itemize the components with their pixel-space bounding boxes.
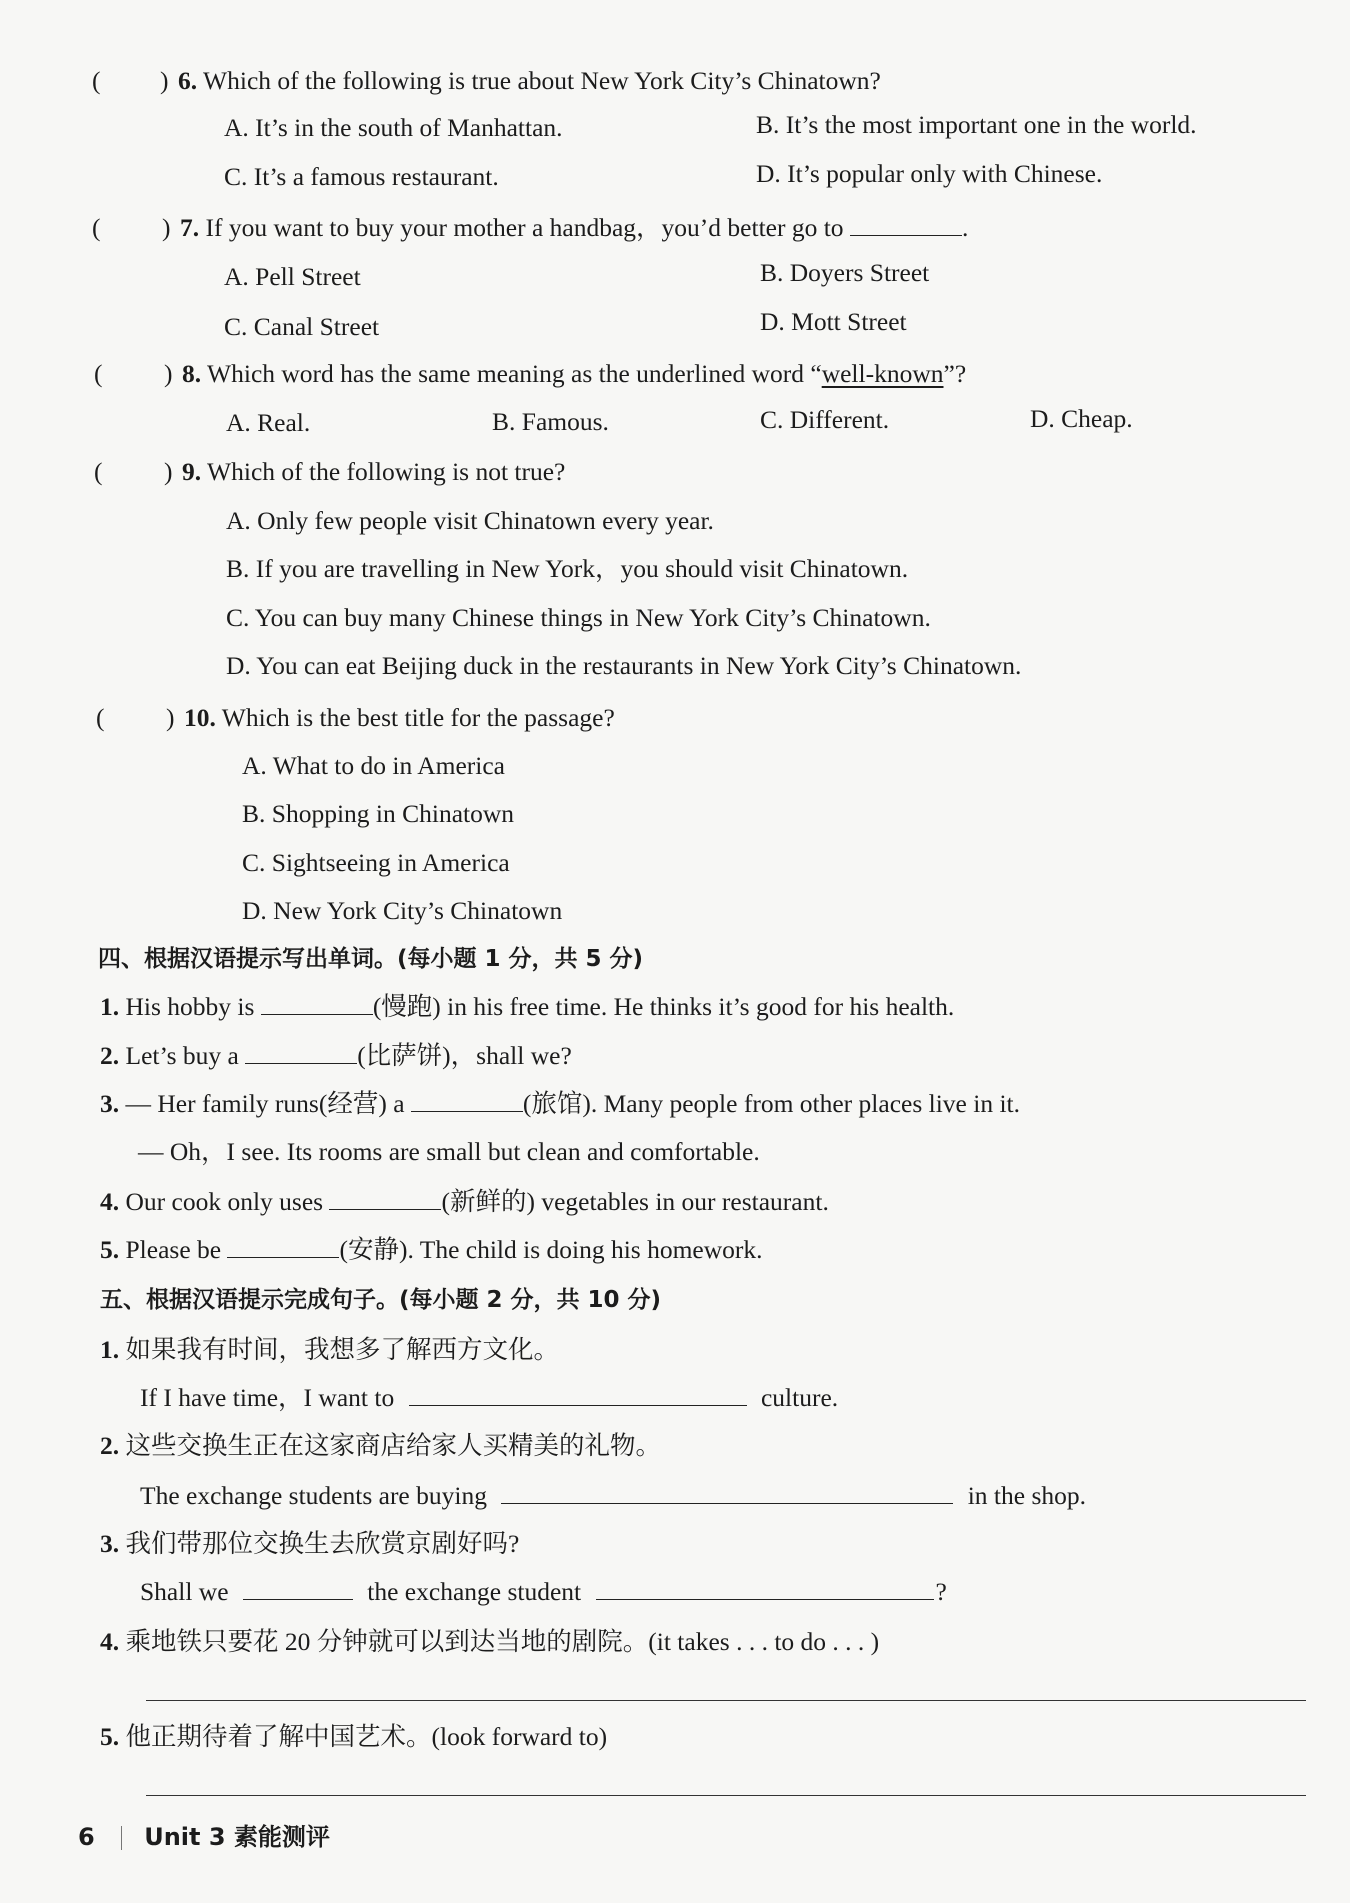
question-text: Which is the best title for the passage? xyxy=(221,703,615,732)
item-text-post: (旅馆). Many people from other places live in it. xyxy=(522,1089,1021,1118)
answer-paren-close: ) xyxy=(162,213,171,242)
answer-blank[interactable] xyxy=(329,1187,441,1210)
hint-text: (it takes . . . to do . . . ) xyxy=(648,1627,880,1656)
item-text: His hobby is xyxy=(125,992,255,1021)
unit-title: Unit 3 素能测评 xyxy=(144,1823,330,1851)
section-4-title: 四、根据汉语提示写出单词。(每小题 1 分，共 5 分) xyxy=(98,946,644,972)
item-number: 3. xyxy=(100,1529,120,1558)
page-number: 6 xyxy=(78,1823,95,1851)
answer-paren-close: ) xyxy=(160,66,169,95)
option-b: B. If you are travelling in New York，you should visit Chinatown. xyxy=(226,554,909,583)
item-text-post: (新鲜的) vegetables in our restaurant. xyxy=(441,1187,829,1216)
question-number: 9. xyxy=(182,457,202,486)
option-d: D. Cheap. xyxy=(1030,404,1133,433)
item-text-post: (安静). The child is doing his homework. xyxy=(339,1235,763,1264)
s4-item-5 xyxy=(100,1233,763,1267)
s5-q1-english xyxy=(140,1381,838,1415)
answer-blank[interactable] xyxy=(596,1577,934,1600)
item-text-mid: the exchange student xyxy=(367,1577,582,1606)
item-number: 4. xyxy=(100,1627,120,1656)
answer-paren-close: ) xyxy=(166,703,175,732)
chinese-prompt: 他正期待着了解中国艺术。 xyxy=(125,1722,432,1751)
option-b: B. Shopping in Chinatown xyxy=(242,799,515,828)
option-d: D. Mott Street xyxy=(760,307,907,336)
item-number: 2. xyxy=(100,1431,120,1460)
s4-item-2 xyxy=(100,1039,572,1073)
item-number: 5. xyxy=(100,1235,120,1264)
question-number: 7. xyxy=(180,213,200,242)
question-text: If you want to buy your mother a handbag，you’d better go to xyxy=(205,213,844,242)
item-text-post: culture. xyxy=(760,1383,839,1412)
item-text: The exchange students are buying xyxy=(140,1481,487,1510)
answer-line[interactable] xyxy=(146,1700,1306,1701)
item-number: 1. xyxy=(100,992,120,1021)
item-number: 4. xyxy=(100,1187,120,1216)
item-number: 1. xyxy=(100,1335,120,1364)
item-number: 3. xyxy=(100,1089,120,1118)
option-a: A. Pell Street xyxy=(224,262,361,291)
question-text-end: ”? xyxy=(943,359,967,388)
question-9-stem xyxy=(182,455,565,489)
chinese-prompt: 这些交换生正在这家商店给家人买精美的礼物。 xyxy=(125,1431,662,1460)
answer-blank[interactable] xyxy=(227,1235,339,1258)
option-c: C. It’s a famous restaurant. xyxy=(224,162,499,191)
question-text-end: . xyxy=(961,213,969,242)
underlined-word: well-known xyxy=(821,359,944,388)
option-a: A. Real. xyxy=(226,408,311,437)
question-number: 6. xyxy=(178,66,198,95)
option-b: B. Doyers Street xyxy=(760,258,930,287)
chinese-prompt: 如果我有时间，我想多了解西方文化。 xyxy=(125,1335,560,1364)
item-text: If I have time，I want to xyxy=(140,1383,395,1412)
item-text: Our cook only uses xyxy=(125,1187,324,1216)
answer-blank[interactable] xyxy=(261,992,373,1015)
question-number: 8. xyxy=(182,359,202,388)
item-text: Let’s buy a xyxy=(125,1041,239,1070)
answer-blank[interactable] xyxy=(411,1089,523,1112)
answer-paren-open: ( xyxy=(94,359,103,388)
question-number: 10. xyxy=(184,703,216,732)
item-text-post: ? xyxy=(935,1577,947,1606)
answer-blank[interactable] xyxy=(245,1041,357,1064)
item-text: Shall we xyxy=(140,1577,229,1606)
answer-paren-open: ( xyxy=(96,703,105,732)
answer-paren-open: ( xyxy=(94,457,103,486)
item-number: 2. xyxy=(100,1041,120,1070)
option-a: A. What to do in America xyxy=(242,751,505,780)
footer-divider xyxy=(121,1826,123,1850)
answer-paren-close: ) xyxy=(164,457,173,486)
question-10-stem xyxy=(184,701,615,735)
s4-item-3-dialogue: — Oh，I see. Its rooms are small but clean and comfortable. xyxy=(138,1137,760,1166)
answer-blank[interactable] xyxy=(850,213,962,236)
chinese-prompt: 乘地铁只要花 20 分钟就可以到达当地的剧院。 xyxy=(125,1627,649,1656)
option-c: C. Different. xyxy=(760,405,890,434)
option-a: A. It’s in the south of Manhattan. xyxy=(224,113,563,142)
answer-blank[interactable] xyxy=(243,1577,353,1600)
question-text: Which word has the same meaning as the underlined word “ xyxy=(207,359,822,388)
answer-blank[interactable] xyxy=(409,1383,747,1406)
s5-q3-english xyxy=(140,1575,947,1609)
s5-q2-chinese xyxy=(100,1429,661,1463)
answer-paren-open: ( xyxy=(92,66,101,95)
s5-q5-chinese xyxy=(100,1720,607,1754)
question-6-stem xyxy=(178,64,881,98)
option-a: A. Only few people visit Chinatown every year. xyxy=(226,506,714,535)
s4-item-1 xyxy=(100,990,954,1024)
question-text: Which of the following is true about New York City’s Chinatown? xyxy=(203,66,881,95)
hint-text: (look forward to) xyxy=(431,1722,608,1751)
item-text-post: (比萨饼)，shall we? xyxy=(357,1041,572,1070)
page-footer xyxy=(78,1820,330,1854)
s4-item-3 xyxy=(100,1087,1020,1121)
answer-blank[interactable] xyxy=(501,1481,953,1504)
option-d: D. You can eat Beijing duck in the restaurants in New York City’s Chinatown. xyxy=(226,651,1022,680)
s5-q2-english xyxy=(140,1479,1086,1513)
item-text: — Her family runs(经营) a xyxy=(125,1089,405,1118)
option-c: C. Canal Street xyxy=(224,312,380,341)
item-text-post: in the shop. xyxy=(967,1481,1087,1510)
question-text: Which of the following is not true? xyxy=(207,457,566,486)
answer-line[interactable] xyxy=(146,1795,1306,1796)
option-d: D. It’s popular only with Chinese. xyxy=(756,159,1103,188)
item-number: 5. xyxy=(100,1722,120,1751)
section-5-title: 五、根据汉语提示完成句子。(每小题 2 分，共 10 分) xyxy=(100,1287,662,1313)
item-text-post: (慢跑) in his free time. He thinks it’s good for his health. xyxy=(372,992,955,1021)
s5-q3-chinese xyxy=(100,1527,519,1561)
option-c: C. You can buy many Chinese things in New York City’s Chinatown. xyxy=(226,603,931,632)
s5-q4-chinese xyxy=(100,1625,879,1659)
question-7-stem xyxy=(180,211,968,245)
question-8-stem xyxy=(182,357,966,391)
option-d: D. New York City’s Chinatown xyxy=(242,896,563,925)
option-c: C. Sightseeing in America xyxy=(242,848,510,877)
answer-paren-close: ) xyxy=(164,359,173,388)
chinese-prompt: 我们带那位交换生去欣赏京剧好吗? xyxy=(125,1529,520,1558)
item-text: Please be xyxy=(125,1235,222,1264)
answer-paren-open: ( xyxy=(92,213,101,242)
s4-item-4 xyxy=(100,1185,829,1219)
option-b: B. Famous. xyxy=(492,407,609,436)
option-b: B. It’s the most important one in the world. xyxy=(756,110,1197,139)
s5-q1-chinese xyxy=(100,1333,559,1367)
